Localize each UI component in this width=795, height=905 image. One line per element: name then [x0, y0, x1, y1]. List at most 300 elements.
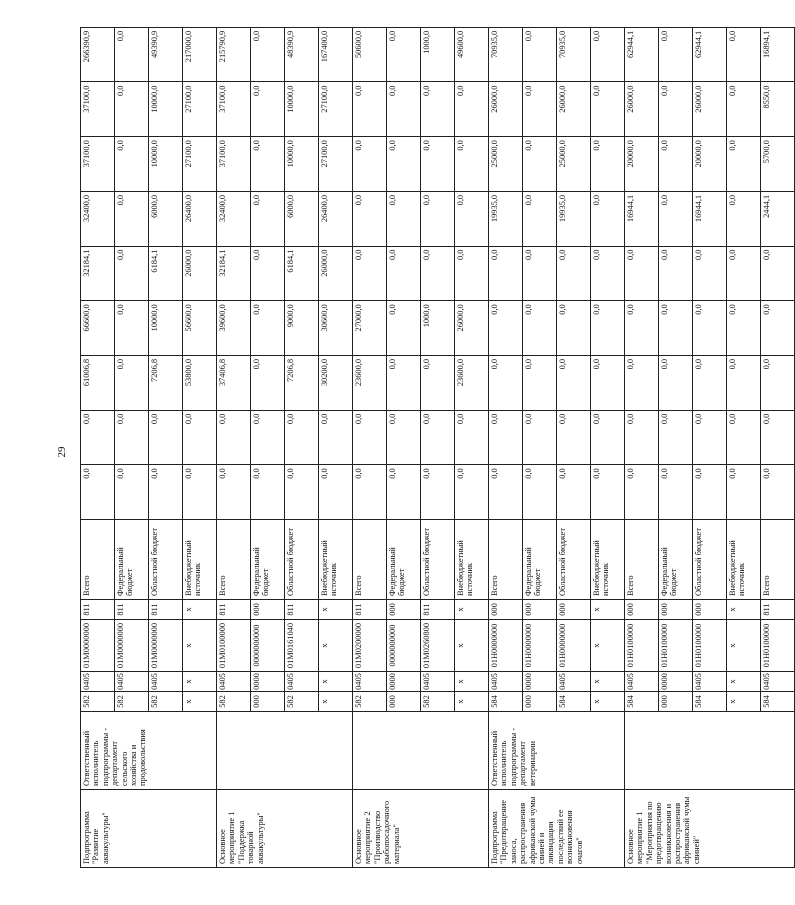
amount-cell: 32184,1 — [81, 246, 115, 301]
amount-cell: 30200,0 — [319, 355, 353, 410]
amount-cell: 70935,0 — [557, 27, 591, 82]
amount-cell: 6184,1 — [285, 246, 319, 301]
amount-cell: 0,0 — [319, 410, 353, 465]
amount-cell: 0,0 — [421, 137, 455, 192]
amount-cell: 0,0 — [523, 246, 557, 301]
budget-code-cell: 0405 — [761, 672, 795, 692]
funding-source: Всего — [217, 520, 251, 600]
budget-code-cell: x — [727, 620, 761, 672]
amount-cell: 0,0 — [557, 465, 591, 520]
amount-cell: 0,0 — [285, 465, 319, 520]
amount-cell: 0,0 — [727, 82, 761, 137]
amount-cell: 37100,0 — [81, 82, 115, 137]
amount-cell: 0,0 — [591, 465, 625, 520]
amount-cell: 0,0 — [727, 27, 761, 82]
funding-source: Федеральный бюджет — [523, 520, 557, 600]
budget-code-cell: x — [319, 600, 353, 620]
rotated-page-content — [80, 28, 771, 868]
amount-cell: 26000,0 — [693, 82, 727, 137]
budget-code-cell: x — [455, 620, 489, 672]
budget-code-cell: 01H0100000 — [693, 620, 727, 672]
amount-cell: 0,0 — [421, 465, 455, 520]
amount-cell: 0,0 — [115, 410, 149, 465]
amount-cell: 0,0 — [115, 246, 149, 301]
amount-cell: 37100,0 — [217, 137, 251, 192]
budget-code-cell: 000 — [387, 600, 421, 620]
budget-code-cell: x — [727, 600, 761, 620]
amount-cell: 0,0 — [591, 27, 625, 82]
amount-cell: 0,0 — [523, 465, 557, 520]
budget-code-cell: 811 — [285, 600, 319, 620]
amount-cell: 0,0 — [421, 355, 455, 410]
amount-cell: 0,0 — [455, 465, 489, 520]
budget-code-cell: x — [319, 672, 353, 692]
amount-cell: 16894,1 — [761, 27, 795, 82]
budget-code-cell: 0000000000 — [251, 620, 285, 672]
amount-cell: 0,0 — [149, 465, 183, 520]
amount-cell: 0,0 — [591, 82, 625, 137]
funding-source: Федеральный бюджет — [659, 520, 693, 600]
amount-cell: 48390,9 — [285, 27, 319, 82]
amount-cell: 0,0 — [455, 82, 489, 137]
amount-cell: 27100,0 — [319, 82, 353, 137]
budget-code-cell: 584 — [625, 692, 659, 712]
responsible-executor — [625, 712, 795, 790]
budget-code-cell: 811 — [81, 600, 115, 620]
amount-cell: 25000,0 — [489, 137, 523, 192]
amount-cell: 39600,0 — [217, 301, 251, 356]
budget-code-cell: 0405 — [115, 672, 149, 692]
amount-cell: 27100,0 — [183, 137, 217, 192]
amount-cell: 0,0 — [523, 410, 557, 465]
amount-cell: 37406,8 — [217, 355, 251, 410]
amount-cell: 0,0 — [387, 355, 421, 410]
budget-code-cell: 01M0200000 — [353, 620, 387, 672]
budget-code-cell: 811 — [761, 600, 795, 620]
budget-code-cell: 582 — [149, 692, 183, 712]
funding-source: Внебюджетный источник — [455, 520, 489, 600]
budget-code-cell: 584 — [557, 692, 591, 712]
budget-code-cell: 584 — [693, 692, 727, 712]
amount-cell: 0,0 — [81, 465, 115, 520]
funding-source: Всего — [761, 520, 795, 600]
amount-cell: 49600,0 — [455, 27, 489, 82]
amount-cell: 0,0 — [727, 410, 761, 465]
amount-cell: 0,0 — [421, 246, 455, 301]
amount-cell: 0,0 — [523, 27, 557, 82]
budget-code-cell: 0405 — [217, 672, 251, 692]
amount-cell: 0,0 — [251, 82, 285, 137]
budget-code-cell: x — [183, 672, 217, 692]
amount-cell: 49390,9 — [149, 27, 183, 82]
amount-cell: 6184,1 — [149, 246, 183, 301]
amount-cell: 0,0 — [251, 246, 285, 301]
amount-cell: 0,0 — [523, 355, 557, 410]
amount-cell: 215790,9 — [217, 27, 251, 82]
amount-cell: 0,0 — [489, 301, 523, 356]
amount-cell: 0,0 — [115, 191, 149, 246]
amount-cell: 0,0 — [557, 355, 591, 410]
responsible-executor — [217, 712, 353, 790]
amount-cell: 0,0 — [251, 137, 285, 192]
amount-cell: 0,0 — [761, 410, 795, 465]
amount-cell: 37100,0 — [81, 137, 115, 192]
program-title: Основное мероприятие 1 "Поддержка товарной аквакультуры" — [217, 790, 353, 868]
budget-code-cell: 0405 — [489, 672, 523, 692]
amount-cell: 0,0 — [387, 301, 421, 356]
amount-cell: 0,0 — [727, 246, 761, 301]
amount-cell: 26000,0 — [557, 82, 591, 137]
amount-cell: 26000,0 — [183, 246, 217, 301]
budget-code-cell: 0000 — [387, 672, 421, 692]
amount-cell: 0,0 — [455, 246, 489, 301]
budget-code-cell: 811 — [115, 600, 149, 620]
amount-cell: 23600,0 — [455, 355, 489, 410]
budget-code-cell: 01M0000000 — [149, 620, 183, 672]
funding-source: Федеральный бюджет — [115, 520, 149, 600]
budget-code-cell: 0405 — [81, 672, 115, 692]
budget-code-cell: 000 — [659, 600, 693, 620]
amount-cell: 0,0 — [625, 410, 659, 465]
amount-cell: 0,0 — [523, 301, 557, 356]
program-title: Подпрограмма "Развитие аквакультуры" — [81, 790, 217, 868]
amount-cell: 0,0 — [761, 465, 795, 520]
amount-cell: 6000,0 — [285, 191, 319, 246]
amount-cell: 0,0 — [591, 355, 625, 410]
amount-cell: 0,0 — [285, 410, 319, 465]
amount-cell: 0,0 — [523, 191, 557, 246]
budget-code-cell: 000 — [489, 600, 523, 620]
responsible-executor — [353, 712, 489, 790]
budget-code-cell: 811 — [421, 600, 455, 620]
amount-cell: 0,0 — [761, 246, 795, 301]
amount-cell: 20000,0 — [625, 137, 659, 192]
budget-code-cell: 0000 — [251, 672, 285, 692]
amount-cell: 1000,0 — [421, 27, 455, 82]
amount-cell: 0,0 — [353, 191, 387, 246]
amount-cell: 0,0 — [591, 191, 625, 246]
amount-cell: 19935,0 — [489, 191, 523, 246]
amount-cell: 1000,0 — [421, 301, 455, 356]
amount-cell: 0,0 — [81, 410, 115, 465]
amount-cell: 10000,0 — [149, 82, 183, 137]
program-title: Основное мероприятие 1 "Мероприятия по предотвращению возникновения и распространения африканской чумы свиней" — [625, 790, 795, 868]
budget-code-cell: 0405 — [557, 672, 591, 692]
budget-code-cell: 000 — [387, 692, 421, 712]
table-row — [81, 27, 115, 867]
budget-code-cell: 000 — [523, 692, 557, 712]
budget-code-cell: 01M0260800 — [421, 620, 455, 672]
budget-code-cell: 0000 — [659, 672, 693, 692]
amount-cell: 26400,0 — [319, 191, 353, 246]
program-title: Основное мероприятие 2 "Производство рыбопосадочного материала" — [353, 790, 489, 868]
budget-code-cell: 000 — [523, 600, 557, 620]
amount-cell: 0,0 — [421, 410, 455, 465]
amount-cell: 0,0 — [591, 301, 625, 356]
amount-cell: 0,0 — [523, 82, 557, 137]
responsible-executor: Ответственный исполнитель подпрограммы - департамент ветеринарии — [489, 712, 625, 790]
amount-cell: 0,0 — [353, 410, 387, 465]
budget-code-cell: 0405 — [149, 672, 183, 692]
budget-code-cell: 01H0100000 — [625, 620, 659, 672]
budget-code-cell: x — [727, 672, 761, 692]
amount-cell: 0,0 — [353, 246, 387, 301]
amount-cell: 0,0 — [693, 355, 727, 410]
amount-cell: 0,0 — [115, 27, 149, 82]
amount-cell: 62944,1 — [693, 27, 727, 82]
amount-cell: 0,0 — [693, 410, 727, 465]
amount-cell: 9000,0 — [285, 301, 319, 356]
amount-cell: 66600,0 — [81, 301, 115, 356]
amount-cell: 20000,0 — [693, 137, 727, 192]
budget-code-cell: x — [591, 672, 625, 692]
funding-source: Областной бюджет — [149, 520, 183, 600]
table-body — [81, 27, 795, 867]
amount-cell: 0,0 — [115, 465, 149, 520]
amount-cell: 61006,8 — [81, 355, 115, 410]
budget-code-cell: x — [455, 692, 489, 712]
budget-code-cell: 01M0000000 — [81, 620, 115, 672]
amount-cell: 0,0 — [387, 410, 421, 465]
amount-cell: 0,0 — [591, 137, 625, 192]
amount-cell: 32400,0 — [81, 191, 115, 246]
budget-code-cell: 584 — [489, 692, 523, 712]
amount-cell: 0,0 — [625, 355, 659, 410]
amount-cell: 37100,0 — [217, 82, 251, 137]
funding-source: Всего — [353, 520, 387, 600]
amount-cell: 0,0 — [251, 27, 285, 82]
amount-cell: 26000,0 — [489, 82, 523, 137]
budget-code-cell: 582 — [353, 692, 387, 712]
amount-cell: 27100,0 — [319, 137, 353, 192]
budget-code-cell: 582 — [81, 692, 115, 712]
amount-cell: 19935,0 — [557, 191, 591, 246]
amount-cell: 27100,0 — [183, 82, 217, 137]
amount-cell: 0,0 — [387, 27, 421, 82]
amount-cell: 0,0 — [659, 137, 693, 192]
budget-code-cell: 582 — [421, 692, 455, 712]
amount-cell: 0,0 — [489, 410, 523, 465]
amount-cell: 32184,1 — [217, 246, 251, 301]
amount-cell: 0,0 — [149, 410, 183, 465]
budget-code-cell: 811 — [149, 600, 183, 620]
amount-cell: 0,0 — [727, 137, 761, 192]
budget-code-cell: x — [591, 620, 625, 672]
budget-code-cell: x — [591, 600, 625, 620]
amount-cell: 50600,0 — [353, 27, 387, 82]
amount-cell: 0,0 — [659, 27, 693, 82]
budget-code-cell: x — [455, 600, 489, 620]
amount-cell: 0,0 — [693, 465, 727, 520]
budget-code-cell: 01H0100000 — [761, 620, 795, 672]
funding-source: Внебюджетный источник — [591, 520, 625, 600]
amount-cell: 0,0 — [353, 465, 387, 520]
funding-source: Всего — [625, 520, 659, 600]
amount-cell: 2444,1 — [761, 191, 795, 246]
amount-cell: 10000,0 — [285, 82, 319, 137]
amount-cell: 0,0 — [387, 82, 421, 137]
amount-cell: 10000,0 — [149, 137, 183, 192]
amount-cell: 16944,1 — [625, 191, 659, 246]
budget-code-cell: 000 — [251, 600, 285, 620]
amount-cell: 0,0 — [659, 246, 693, 301]
amount-cell: 0,0 — [455, 137, 489, 192]
amount-cell: 0,0 — [115, 137, 149, 192]
amount-cell: 0,0 — [353, 137, 387, 192]
budget-code-cell: 01H0000000 — [489, 620, 523, 672]
amount-cell: 56600,0 — [183, 301, 217, 356]
amount-cell: 5700,0 — [761, 137, 795, 192]
table-row — [625, 27, 659, 867]
funding-source: Областной бюджет — [421, 520, 455, 600]
budget-code-cell: 0405 — [353, 672, 387, 692]
amount-cell: 0,0 — [659, 410, 693, 465]
budget-code-cell: 000 — [693, 600, 727, 620]
budget-code-cell: x — [591, 692, 625, 712]
amount-cell: 0,0 — [319, 465, 353, 520]
amount-cell: 0,0 — [557, 301, 591, 356]
amount-cell: 7206,8 — [149, 355, 183, 410]
budget-code-cell: 01M0161040 — [285, 620, 319, 672]
budget-code-cell: 0000 — [523, 672, 557, 692]
amount-cell: 0,0 — [115, 355, 149, 410]
amount-cell: 8550,0 — [761, 82, 795, 137]
amount-cell: 0,0 — [659, 301, 693, 356]
budget-code-cell: x — [183, 600, 217, 620]
amount-cell: 0,0 — [183, 465, 217, 520]
amount-cell: 0,0 — [591, 246, 625, 301]
amount-cell: 0,0 — [387, 137, 421, 192]
budget-code-cell: 01H0100000 — [659, 620, 693, 672]
budget-code-cell: 000 — [557, 600, 591, 620]
amount-cell: 0,0 — [659, 191, 693, 246]
amount-cell: 26000,0 — [625, 82, 659, 137]
amount-cell: 16944,1 — [693, 191, 727, 246]
funding-source: Всего — [489, 520, 523, 600]
budget-code-cell: 01M0000000 — [115, 620, 149, 672]
budget-code-cell: x — [455, 672, 489, 692]
funding-source: Внебюджетный источник — [727, 520, 761, 600]
funding-source: Областной бюджет — [557, 520, 591, 600]
amount-cell: 30600,0 — [319, 301, 353, 356]
amount-cell: 0,0 — [387, 246, 421, 301]
amount-cell: 0,0 — [387, 465, 421, 520]
amount-cell: 0,0 — [761, 301, 795, 356]
budget-code-cell: 000 — [659, 692, 693, 712]
amount-cell: 0,0 — [251, 465, 285, 520]
amount-cell: 0,0 — [693, 301, 727, 356]
amount-cell: 0,0 — [455, 191, 489, 246]
amount-cell: 0,0 — [251, 191, 285, 246]
budget-code-cell: x — [183, 620, 217, 672]
budget-code-cell: x — [727, 692, 761, 712]
amount-cell: 27000,0 — [353, 301, 387, 356]
budget-code-cell: 0000000000 — [387, 620, 421, 672]
amount-cell: 0,0 — [353, 82, 387, 137]
table-row — [489, 27, 523, 867]
amount-cell: 0,0 — [115, 82, 149, 137]
funding-source: Федеральный бюджет — [251, 520, 285, 600]
amount-cell: 7206,8 — [285, 355, 319, 410]
table-row — [353, 27, 387, 867]
amount-cell: 0,0 — [761, 355, 795, 410]
funding-source: Внебюджетный источник — [183, 520, 217, 600]
budget-code-cell: 0405 — [285, 672, 319, 692]
budget-code-cell: 0405 — [693, 672, 727, 692]
amount-cell: 0,0 — [489, 246, 523, 301]
funding-source: Областной бюджет — [693, 520, 727, 600]
amount-cell: 0,0 — [659, 355, 693, 410]
amount-cell: 0,0 — [217, 410, 251, 465]
amount-cell: 0,0 — [557, 246, 591, 301]
amount-cell: 0,0 — [421, 82, 455, 137]
funding-table — [80, 27, 795, 868]
budget-code-cell: 811 — [217, 600, 251, 620]
amount-cell: 0,0 — [727, 465, 761, 520]
amount-cell: 0,0 — [625, 301, 659, 356]
budget-code-cell: 582 — [285, 692, 319, 712]
budget-code-cell: x — [319, 620, 353, 672]
amount-cell: 0,0 — [489, 355, 523, 410]
amount-cell: 10000,0 — [149, 301, 183, 356]
table-row — [217, 27, 251, 867]
amount-cell: 6000,0 — [149, 191, 183, 246]
amount-cell: 0,0 — [455, 410, 489, 465]
budget-code-cell: 584 — [761, 692, 795, 712]
amount-cell: 25000,0 — [557, 137, 591, 192]
funding-source: Федеральный бюджет — [387, 520, 421, 600]
amount-cell: 0,0 — [727, 301, 761, 356]
amount-cell: 0,0 — [727, 355, 761, 410]
amount-cell: 0,0 — [217, 465, 251, 520]
budget-code-cell: 582 — [217, 692, 251, 712]
amount-cell: 70935,0 — [489, 27, 523, 82]
funding-source: Областной бюджет — [285, 520, 319, 600]
amount-cell: 26400,0 — [183, 191, 217, 246]
amount-cell: 217000,0 — [183, 27, 217, 82]
amount-cell: 26000,0 — [319, 246, 353, 301]
budget-code-cell: 01H0000000 — [557, 620, 591, 672]
budget-code-cell: x — [183, 692, 217, 712]
amount-cell: 0,0 — [727, 191, 761, 246]
budget-code-cell: 01H0000000 — [523, 620, 557, 672]
amount-cell: 0,0 — [251, 301, 285, 356]
amount-cell: 0,0 — [115, 301, 149, 356]
amount-cell: 0,0 — [625, 465, 659, 520]
amount-cell: 0,0 — [625, 246, 659, 301]
amount-cell: 0,0 — [557, 410, 591, 465]
page-number: 29 — [56, 446, 68, 458]
budget-code-cell: 000 — [251, 692, 285, 712]
funding-source: Внебюджетный источник — [319, 520, 353, 600]
responsible-executor: Ответственный исполнитель подпрограммы - департамент сельского хозяйства и продовольствия — [81, 712, 217, 790]
program-title: Подпрограмма "Предотвращение заноса, распространения африканской чумы свиней и ликвидации последствий ее возникновения очагов" — [489, 790, 625, 868]
amount-cell: 0,0 — [387, 191, 421, 246]
amount-cell: 0,0 — [421, 191, 455, 246]
amount-cell: 167400,0 — [319, 27, 353, 82]
amount-cell: 0,0 — [659, 465, 693, 520]
amount-cell: 266390,9 — [81, 27, 115, 82]
amount-cell: 0,0 — [251, 410, 285, 465]
budget-code-cell: 0405 — [421, 672, 455, 692]
budget-code-cell: 811 — [353, 600, 387, 620]
amount-cell: 26000,0 — [455, 301, 489, 356]
budget-code-cell: 000 — [625, 600, 659, 620]
amount-cell: 0,0 — [523, 137, 557, 192]
amount-cell: 32400,0 — [217, 191, 251, 246]
amount-cell: 53800,0 — [183, 355, 217, 410]
amount-cell: 0,0 — [489, 465, 523, 520]
